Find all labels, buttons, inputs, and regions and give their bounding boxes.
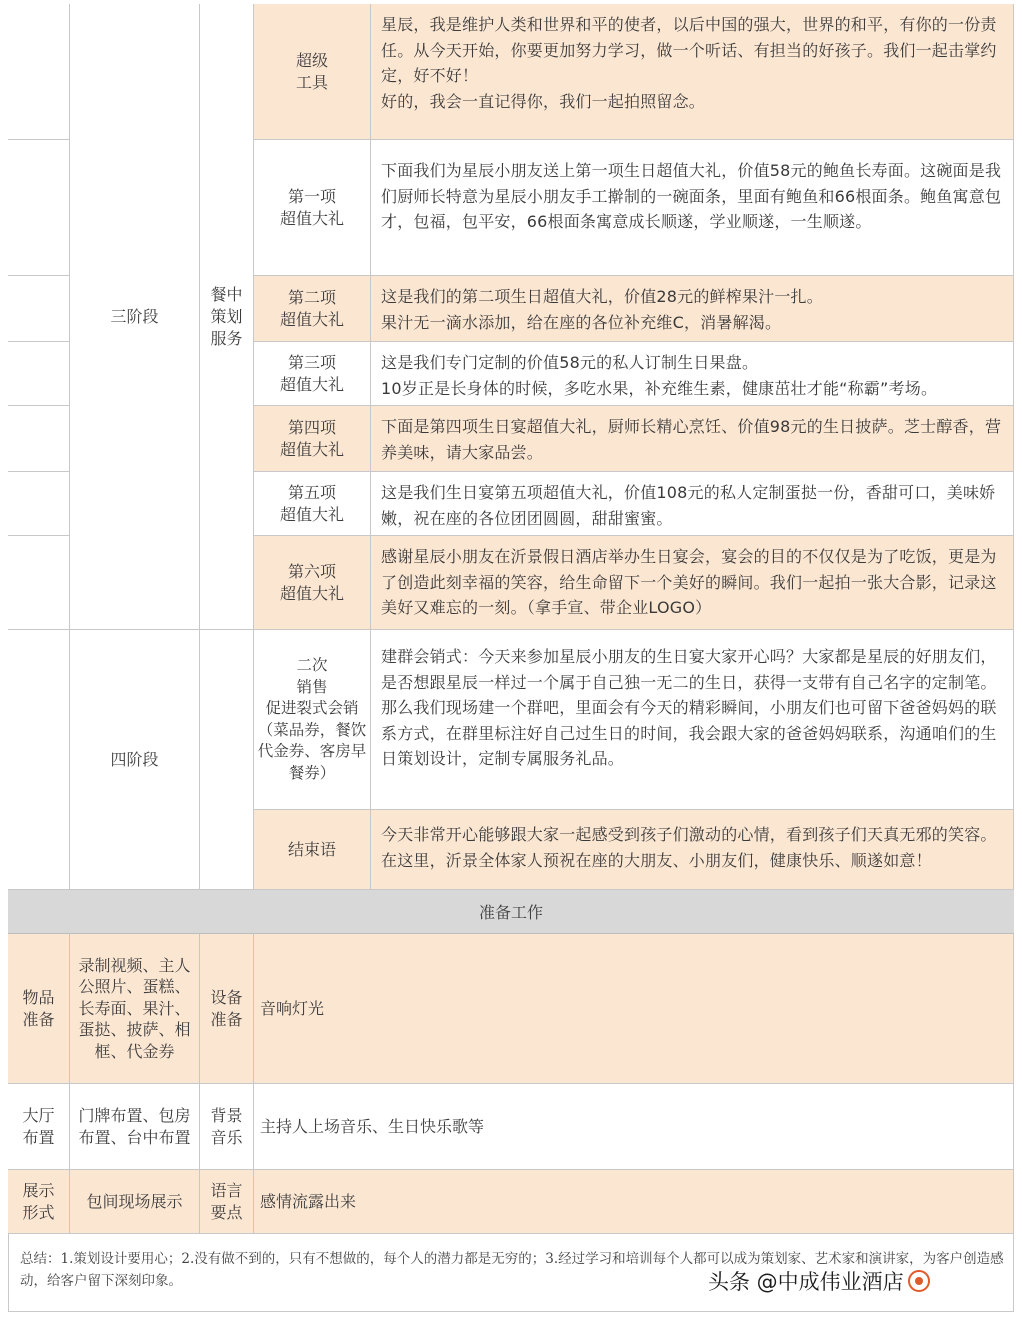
item-label: 二次 销售 促进裂式会销 （菜品券，餐饮代金券、客房早餐券）: [257, 656, 367, 782]
item-label-cell: [254, 472, 371, 536]
prep-category-cell: [200, 1084, 254, 1170]
prep-category-cell: [200, 934, 254, 1084]
item-label-cell: [254, 140, 371, 276]
prep-category-cell: [200, 1170, 254, 1234]
prep-detail: 感情流露出来: [260, 1191, 357, 1211]
prep-category-cell: [8, 1084, 70, 1170]
prep-detail-cell: [254, 1084, 1014, 1170]
index-cell: [8, 342, 70, 406]
item-text-cell: [371, 276, 1014, 342]
item-label: 超级 工具: [295, 50, 328, 92]
item-text-cell: [371, 630, 1014, 810]
prep-category: 展示 形式: [22, 1180, 55, 1222]
item-text-cell: [371, 342, 1014, 406]
prep-items: 包间现场展示: [86, 1191, 183, 1211]
watermark-text: 头条 @中成伟业酒店: [708, 1270, 904, 1294]
service-cell-empty: [200, 630, 254, 890]
item-text: 下面我们为星辰小朋友送上第一项生日超值大礼，价值58元的鲍鱼长寿面。这碗面是我们厨师长特意为星辰小朋友手工擀制的一碗面条，里面有鲍鱼和66根面条。鲍鱼寓意包才，包福，包平安，66根面条寓意成长顺遂，学业顺遂，一生顺遂。: [381, 161, 1002, 231]
prep-items-cell: [70, 1170, 200, 1234]
prep-section-title: 准备工作: [478, 903, 543, 922]
stage-3-cell: [70, 4, 200, 630]
dining-service-label: 餐中 策划 服务: [210, 284, 243, 348]
item-label-cell: [254, 810, 371, 890]
item-label-cell: [254, 630, 371, 810]
prep-detail-cell: [254, 1170, 1014, 1234]
prep-category: 背景 音乐: [210, 1105, 243, 1147]
index-cell: [8, 472, 70, 536]
item-label: 结束语: [287, 839, 336, 859]
prep-category: 大厅 布置: [22, 1105, 55, 1147]
stage-3-label: 三阶段: [110, 306, 159, 326]
item-text: 感谢星辰小朋友在沂景假日酒店举办生日宴会，宴会的目的不仅仅是为了吃饭，更是为了创造此刻幸福的笑容，给生命留下一个美好的瞬间。我们一起拍一张大合影，记录这美好又难忘的一刻。（拿手宣、带企业LOGO）: [381, 547, 997, 617]
prep-detail: 音响灯光: [260, 998, 325, 1018]
item-label-cell: [254, 536, 371, 630]
prep-items-cell: [70, 1084, 200, 1170]
item-text-cell: [371, 140, 1014, 276]
prep-items: 录制视频、主人公照片、蛋糕、长寿面、果汁、蛋挞、披萨、相框、代金券: [78, 955, 191, 1061]
prep-detail-cell: [254, 934, 1014, 1084]
toutiao-logo-icon: [908, 1270, 930, 1292]
item-label: 第六项 超值大礼: [279, 561, 344, 603]
summary-text: 总结：1.策划设计要用心；2.没有做不到的，只有不想做的，每个人的潜力都是无穷的；3.经过学习和培训每个人都可以成为策划家、艺术家和演讲家，为客户创造感动，给客户留下深刻印象。: [20, 1251, 1004, 1289]
item-text: 下面是第四项生日宴超值大礼，厨师长精心烹饪、价值98元的生日披萨。芝士醇香，营养美味，请大家品尝。: [381, 417, 1002, 462]
item-text: 这是我们生日宴第五项超值大礼，价值108元的私人定制蛋挞一份，香甜可口，美味娇嫩，祝在座的各位团团圆圆，甜甜蜜蜜。: [381, 483, 996, 528]
item-text-cell: [371, 4, 1014, 140]
prep-category-cell: [8, 934, 70, 1084]
item-label: 第四项 超值大礼: [279, 417, 344, 459]
item-text: 这是我们的第二项生日超值大礼，价值28元的鲜榨果汁一扎。 果汁无一滴水添加，给在座的各位补充维C，消暑解渴。: [381, 287, 823, 332]
item-label-cell: [254, 4, 371, 140]
item-label: 第五项 超值大礼: [279, 482, 344, 524]
item-text: 星辰，我是维护人类和世界和平的使者，以后中国的强大，世界的和平，有你的一份责任。从今天开始，你要更加努力学习，做一个听话、有担当的好孩子。我们一起击掌约定，好不好！ 好的，我会一直记得你，我们一起拍照留念。: [381, 15, 997, 111]
index-cell: [8, 630, 70, 890]
stage-4-label: 四阶段: [110, 749, 159, 769]
item-label: 第三项 超值大礼: [279, 352, 344, 394]
prep-category: 物品 准备: [22, 987, 55, 1029]
index-cell: [8, 140, 70, 276]
item-text: 建群会销式：今天来参加星辰小朋友的生日宴大家开心吗？大家都是星辰的好朋友们，是否想跟星辰一样过一个属于自己独一无二的生日，获得一支带有自己名字的定制笔。那么我们现场建一个群吧，里面会有今天的精彩瞬间，小朋友们也可留下爸爸妈妈的联系方式，在群里标注好自己过生日的时间，我会跟大家的爸爸妈妈联系，沟通咱们的生日策划设计，定制专属服务礼品。: [381, 647, 997, 768]
item-text-cell: [371, 472, 1014, 536]
prep-items: 门牌布置、包房布置、台中布置: [78, 1105, 191, 1147]
index-cell: [8, 4, 70, 140]
index-cell: [8, 406, 70, 472]
index-cell: [8, 536, 70, 630]
item-text-cell: [371, 810, 1014, 890]
item-text: 这是我们专门定制的价值58元的私人订制生日果盘。 10岁正是长身体的时候，多吃水果，补充维生素，健康茁壮才能“称霸”考场。: [381, 353, 938, 398]
watermark: [708, 1266, 930, 1296]
item-label-cell: [254, 342, 371, 406]
item-text-cell: [371, 406, 1014, 472]
item-label-cell: [254, 406, 371, 472]
item-label: 第二项 超值大礼: [279, 287, 344, 329]
item-label: 第一项 超值大礼: [279, 186, 344, 228]
item-label-cell: [254, 276, 371, 342]
item-text-cell: [371, 536, 1014, 630]
prep-category-cell: [8, 1170, 70, 1234]
stage-4-cell: [70, 630, 200, 890]
index-cell: [8, 276, 70, 342]
item-text: 今天非常开心能够跟大家一起感受到孩子们激动的心情，看到孩子们天真无邪的笑容。在这里，沂景全体家人预祝在座的大朋友、小朋友们，健康快乐、顺遂如意！: [381, 825, 997, 870]
prep-detail: 主持人上场音乐、生日快乐歌等: [260, 1116, 485, 1136]
dining-service-cell: [200, 4, 254, 630]
prep-category: 设备 准备: [210, 987, 243, 1029]
prep-category: 语言 要点: [210, 1180, 243, 1222]
prep-section-header: [8, 890, 1014, 934]
prep-items-cell: [70, 934, 200, 1084]
